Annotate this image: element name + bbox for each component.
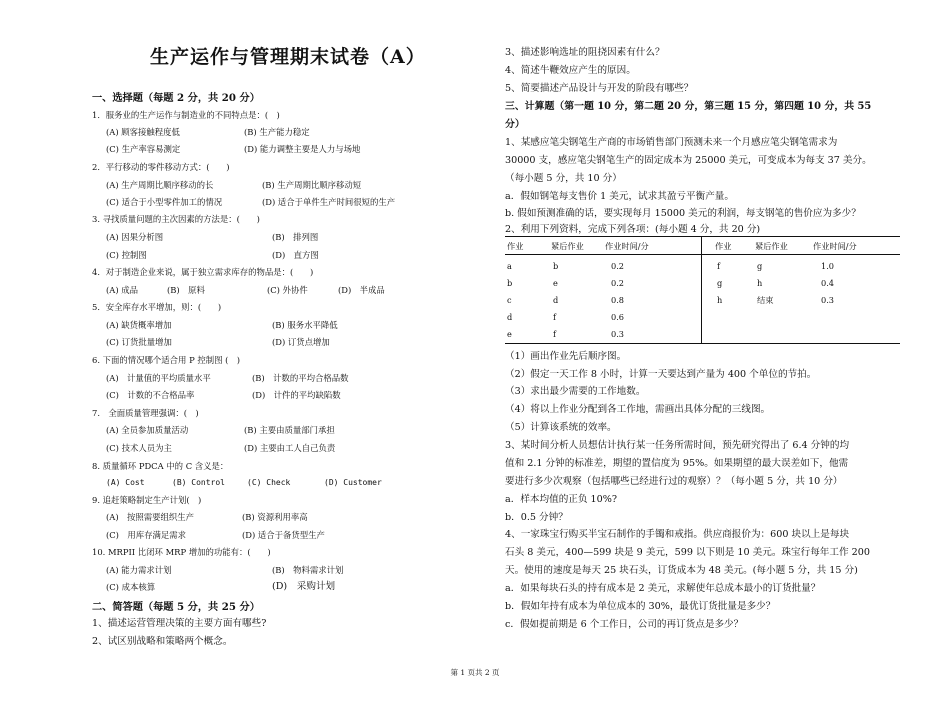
option: (D) 直方图 (272, 250, 319, 260)
choice-section-header: 一、选择题（每题 2 分，共 20 分） (92, 92, 260, 104)
calc4-line: a．如果每块石头的持有成本是 2 美元，求解使年总成本最小的订货批量？ (505, 583, 821, 594)
table-cell: c (507, 295, 512, 305)
option: (D) Customer (324, 478, 382, 487)
calc2-item: （4）将以上作业分配到各工作地，需画出具体分配的三线图。 (505, 404, 771, 415)
option: (B) 生产周期比顺序移动短 (262, 180, 362, 190)
table-cell: h (757, 278, 763, 288)
question-2: 2．平行移动的零件移动方式：( ) (92, 162, 230, 172)
calc1-line: a．假如钢笔每支售价 1 美元，试求其盈亏平衡产量。 (505, 191, 734, 202)
table-cell: d (553, 295, 559, 305)
calc1-line: 1、某感应笔尖钢笔生产商的市场销售部门预测未来一个月感应笔尖钢笔需求为 (505, 137, 838, 148)
table-divider (701, 237, 702, 343)
table-cell: b (553, 261, 559, 271)
calc-section-header: 三、计算题（第一题 10 分，第二题 20 分，第三题 15 分，第四题 10 分，共 55 (505, 101, 872, 112)
table-cell: a (507, 261, 512, 271)
calc4-line: 天。使用的速度是每天 25 块石头，订货成本为 48 美元。(每小题 5 分，共 15 分) (505, 565, 858, 576)
option: (A) 缺货概率增加 (106, 320, 172, 330)
option: (A) Cost (106, 478, 145, 487)
table-header: 作业时间/分 (605, 241, 649, 251)
option: (D) 适合于单件生产时间很短的生产 (262, 197, 396, 207)
option: (B) 物料需求计划 (272, 565, 344, 575)
option: (C) 适合于小型零件加工的情况 (106, 197, 223, 207)
table-cell: e (553, 278, 558, 288)
table-header: 作业 (715, 241, 732, 251)
option: (A) 顾客接触程度低 (106, 127, 180, 137)
option: (D) 半成品 (338, 285, 385, 295)
option: (A) 生产周期比顺序移动的长 (106, 180, 214, 190)
option: (C) Check (247, 478, 291, 487)
option: (B) Control (172, 478, 225, 487)
option: (B) 计数的平均合格品数 (252, 373, 349, 383)
short-question-2: 2、试区别战略和策略两个概念。 (92, 636, 233, 647)
option: (B) 主要由质量部门承担 (244, 425, 335, 435)
option: (A) 成品 (106, 285, 138, 295)
calc3-line: a．样本均值的正负 10%? (505, 494, 617, 505)
question-5: 5．安全库存水平增加，则：( ) (92, 302, 222, 312)
table-cell: d (507, 312, 513, 322)
calc1-line: （每小题 5 分，共 10 分） (505, 173, 622, 184)
table-cell: g (757, 261, 763, 271)
calc2-intro: 2、利用下列资料，完成下列各项：(每小题 4 分，共 20 分) (505, 224, 761, 235)
table-cell: 0.2 (611, 278, 625, 288)
question-9: 9. 追赶策略制定生产计划( ) (92, 495, 202, 505)
table-cell: 0.2 (611, 261, 625, 271)
option: (A) 因果分析图 (106, 232, 164, 242)
option: (B) 资源利用率高 (242, 512, 308, 522)
question-10: 10. MRPII 比闭环 MRP 增加的功能有：( ) (92, 547, 271, 557)
option: (A) 能力需求计划 (106, 565, 172, 575)
option: (A) 按照需要组织生产 (106, 512, 194, 522)
question-3: 3. 寻找质量问题的主次因素的方法是：( ) (92, 214, 260, 224)
option: (D) 订货点增加 (272, 337, 330, 347)
calc-section-header-cont: 分） (505, 119, 525, 130)
option: (D) 主要由工人自己负责 (244, 443, 336, 453)
short-question-3: 3、描述影响选址的阻挠因素有什么？ (505, 47, 665, 58)
option: (D) 计件的平均缺陷数 (252, 390, 341, 400)
calc1-line: b. 假如预测准确的话，要实现每月 15000 美元的利润，每支钢笔的售价应为多少？ (505, 208, 861, 219)
table-header: 作业时间/分 (813, 241, 857, 251)
table-cell: 结束 (757, 295, 774, 305)
table-cell: 0.4 (821, 278, 835, 288)
option: (D) 适合于备货型生产 (242, 530, 325, 540)
calc2-item: （2）假定一天工作 8 小时，计算一天要达到产量为 400 个单位的节拍。 (505, 369, 817, 380)
question-8: 8. 质量循环 PDCA 中的 C 含义是： (92, 461, 229, 471)
calc3-line: 3、某时间分析人员想估计执行某一任务所需时间，预先研究得出了 6.4 分钟的均 (505, 440, 850, 451)
activity-table (505, 236, 900, 344)
table-header-rule (505, 254, 900, 255)
table-cell: 0.3 (611, 329, 625, 339)
table-cell: 0.6 (611, 312, 625, 322)
option: (B) 生产能力稳定 (244, 127, 310, 137)
option: (B) 排列图 (272, 232, 319, 242)
table-header: 紧后作业 (755, 241, 788, 251)
page-footer: 第 1 页共 2 页 (450, 668, 500, 677)
option: (C) 技术人员为主 (106, 443, 172, 453)
calc4-line: 4、一家珠宝行购买半宝石制作的手镯和戒指。供应商报价为：600 块以上是每块 (505, 529, 850, 540)
option: (C) 订货批量增加 (106, 337, 172, 347)
table-cell: e (507, 329, 512, 339)
table-cell: 0.8 (611, 295, 625, 305)
option: (B) 原料 (167, 285, 205, 295)
calc1-line: 30000 支，感应笔尖钢笔生产的固定成本为 25000 美元，可变成本为每支 37 美分。 (505, 155, 872, 166)
page-title: 生产运作与管理期末试卷（A） (150, 46, 426, 68)
option: (A) 计量值的平均质量水平 (106, 373, 211, 383)
calc2-item: （1）画出作业先后顺序图。 (505, 351, 627, 362)
option: (C) 外协件 (267, 285, 308, 295)
calc3-line: 要进行多少次观察（包括哪些已经进行过的观察）？（每小题 5 分，共 10 分） (505, 476, 843, 487)
option: (C) 成本核算 (106, 582, 156, 592)
table-cell: f (553, 329, 557, 339)
short-question-4: 4、简述牛鞭效应产生的原因。 (505, 65, 636, 76)
calc3-line: 值和 2.1 分钟的标准差，期望的置信度为 95%。如果期望的最大误差如下，他需 (505, 458, 849, 469)
option: (C) 生产率容易测定 (106, 144, 181, 154)
option: (C) 计数的不合格品率 (106, 390, 195, 400)
table-cell: h (717, 295, 723, 305)
question-6: 6. 下面的情况哪个适合用 P 控制图 ( ) (92, 355, 241, 365)
option: (A) 全员参加质量活动 (106, 425, 189, 435)
calc4-line: b．假如年持有成本为单位成本的 30%，最优订货批量是多少？ (505, 601, 776, 612)
calc3-line: b．0.5 分钟？ (505, 512, 568, 523)
table-header: 作业 (507, 241, 524, 251)
table-cell: f (553, 312, 557, 322)
short-question-1: 1、描述运营管理决策的主要方面有哪些? (92, 618, 267, 629)
question-1: 1．服务业的生产运作与制造业的不同特点是：( ) (92, 110, 280, 120)
table-cell: 0.3 (821, 295, 835, 305)
table-header: 紧后作业 (551, 241, 584, 251)
table-cell: f (717, 261, 721, 271)
calc2-item: （5）计算该系统的效率。 (505, 422, 617, 433)
question-4: 4．对于制造企业来说，属于独立需求库存的物品是：( ) (92, 267, 314, 277)
calc4-line: c．假如提前期是 6 个工作日，公司的再订货点是多少？ (505, 619, 744, 630)
short-answer-header: 二、简答题（每题 5 分，共 25 分） (92, 601, 260, 613)
table-cell: b (507, 278, 513, 288)
table-cell: g (717, 278, 723, 288)
option: (D) 采购计划 (272, 581, 336, 592)
option: (D) 能力调整主要是人力与场地 (244, 144, 361, 154)
question-7: 7. 全面质量管理强调：( ) (92, 408, 199, 418)
calc4-line: 石头 8 美元，400—599 块是 9 美元，599 以下则是 10 美元。珠宝行每年工作 200 (505, 547, 870, 558)
option: (C) 用库存满足需求 (106, 530, 186, 540)
table-cell: 1.0 (821, 261, 835, 271)
option: (B) 服务水平降低 (272, 320, 338, 330)
short-question-5: 5、简要描述产品设计与开发的阶段有哪些？ (505, 83, 694, 94)
calc2-item: （3）求出最少需要的工作地数。 (505, 386, 646, 397)
option: (C) 控制图 (106, 250, 147, 260)
